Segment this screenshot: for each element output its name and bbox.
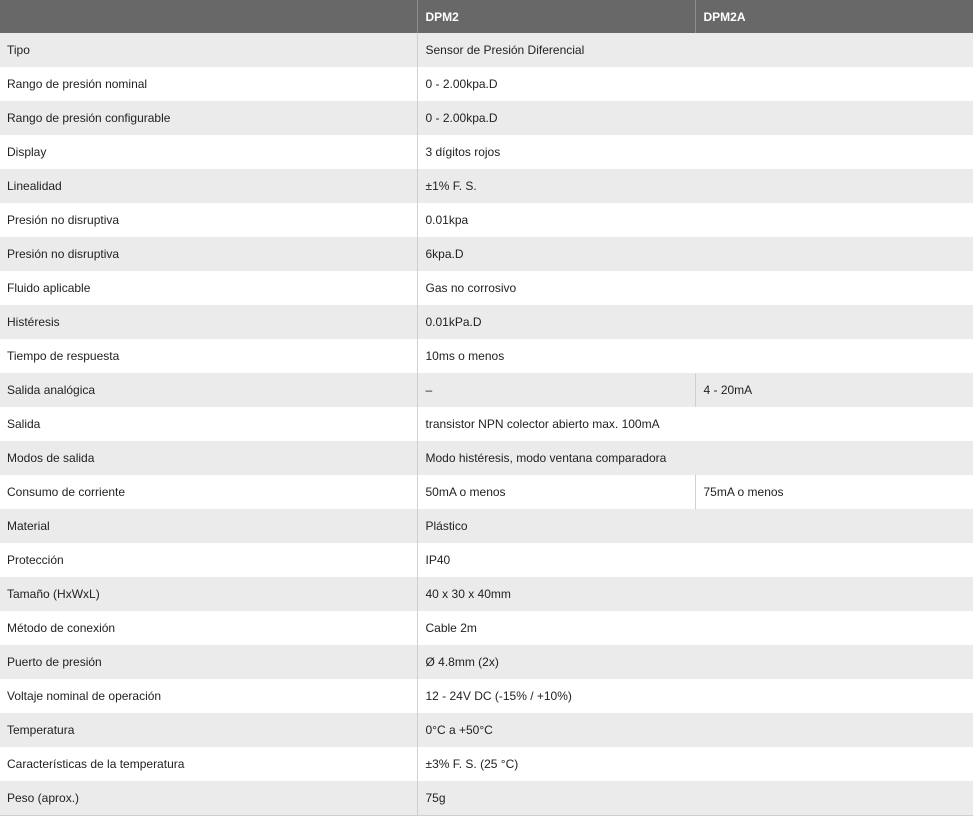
- row-label: Rango de presión nominal: [0, 67, 417, 101]
- row-value-shared: 3 dígitos rojos: [417, 135, 973, 169]
- table-row: [0, 169, 973, 203]
- row-value-shared: 0 - 2.00kpa.D: [417, 101, 973, 135]
- row-value-dpm2: –: [417, 373, 695, 407]
- header-cell-dpm2a: DPM2A: [695, 0, 973, 33]
- table-row: [0, 33, 973, 67]
- table-row: [0, 67, 973, 101]
- row-value-dpm2a: 4 - 20mA: [695, 373, 973, 407]
- table-row: [0, 679, 973, 713]
- row-value-shared: 40 x 30 x 40mm: [417, 577, 973, 611]
- row-value-shared: ±3% F. S. (25 °C): [417, 747, 973, 781]
- row-label: Peso (aprox.): [0, 781, 417, 815]
- row-value-shared: transistor NPN colector abierto max. 100mA: [417, 407, 973, 441]
- row-label: Salida: [0, 407, 417, 441]
- table-row: [0, 271, 973, 305]
- header-cell-property: [0, 0, 417, 33]
- row-label: Display: [0, 135, 417, 169]
- row-label: Material: [0, 509, 417, 543]
- row-value-dpm2a: 75mA o menos: [695, 475, 973, 509]
- row-label: Método de conexión: [0, 611, 417, 645]
- table-row: [0, 475, 973, 509]
- row-value-shared: Modo histéresis, modo ventana comparadora: [417, 441, 973, 475]
- table-row: [0, 577, 973, 611]
- row-label: Presión no disruptiva: [0, 237, 417, 271]
- table-row: [0, 713, 973, 747]
- header-row: [0, 0, 973, 33]
- row-value-shared: 0.01kpa: [417, 203, 973, 237]
- row-value-shared: 75g: [417, 781, 973, 815]
- row-label: Presión no disruptiva: [0, 203, 417, 237]
- table-row: [0, 611, 973, 645]
- row-value-shared: Plástico: [417, 509, 973, 543]
- row-label: Linealidad: [0, 169, 417, 203]
- table-row: [0, 781, 973, 815]
- row-value-shared: IP40: [417, 543, 973, 577]
- row-label: Tiempo de respuesta: [0, 339, 417, 373]
- row-value-shared: Cable 2m: [417, 611, 973, 645]
- row-value-dpm2: 50mA o menos: [417, 475, 695, 509]
- row-label: Voltaje nominal de operación: [0, 679, 417, 713]
- row-label: Salida analógica: [0, 373, 417, 407]
- table-row: [0, 747, 973, 781]
- row-value-shared: 6kpa.D: [417, 237, 973, 271]
- header-cell-dpm2: DPM2: [417, 0, 695, 33]
- row-value-shared: 10ms o menos: [417, 339, 973, 373]
- table-row: [0, 441, 973, 475]
- row-value-shared: 0°C a +50°C: [417, 713, 973, 747]
- table-row: [0, 373, 973, 407]
- row-value-shared: Sensor de Presión Diferencial: [417, 33, 973, 67]
- row-label: Protección: [0, 543, 417, 577]
- row-label: Rango de presión configurable: [0, 101, 417, 135]
- row-value-shared: 0.01kPa.D: [417, 305, 973, 339]
- table-row: [0, 407, 973, 441]
- row-label: Histéresis: [0, 305, 417, 339]
- row-label: Tamaño (HxWxL): [0, 577, 417, 611]
- table-row: [0, 339, 973, 373]
- table-row: [0, 645, 973, 679]
- row-value-shared: Gas no corrosivo: [417, 271, 973, 305]
- table-row: [0, 203, 973, 237]
- row-label: Modos de salida: [0, 441, 417, 475]
- row-label: Consumo de corriente: [0, 475, 417, 509]
- table-row: [0, 543, 973, 577]
- row-value-shared: 0 - 2.00kpa.D: [417, 67, 973, 101]
- row-label: Características de la temperatura: [0, 747, 417, 781]
- table-row: [0, 509, 973, 543]
- row-label: Puerto de presión: [0, 645, 417, 679]
- row-label: Temperatura: [0, 713, 417, 747]
- row-value-shared: 12 - 24V DC (-15% / +10%): [417, 679, 973, 713]
- table-row: [0, 101, 973, 135]
- table-row: [0, 305, 973, 339]
- row-value-shared: Ø 4.8mm (2x): [417, 645, 973, 679]
- row-value-shared: ±1% F. S.: [417, 169, 973, 203]
- row-label: Tipo: [0, 33, 417, 67]
- spec-table-body: [0, 33, 973, 815]
- row-label: Fluido aplicable: [0, 271, 417, 305]
- table-row: [0, 135, 973, 169]
- table-row: [0, 237, 973, 271]
